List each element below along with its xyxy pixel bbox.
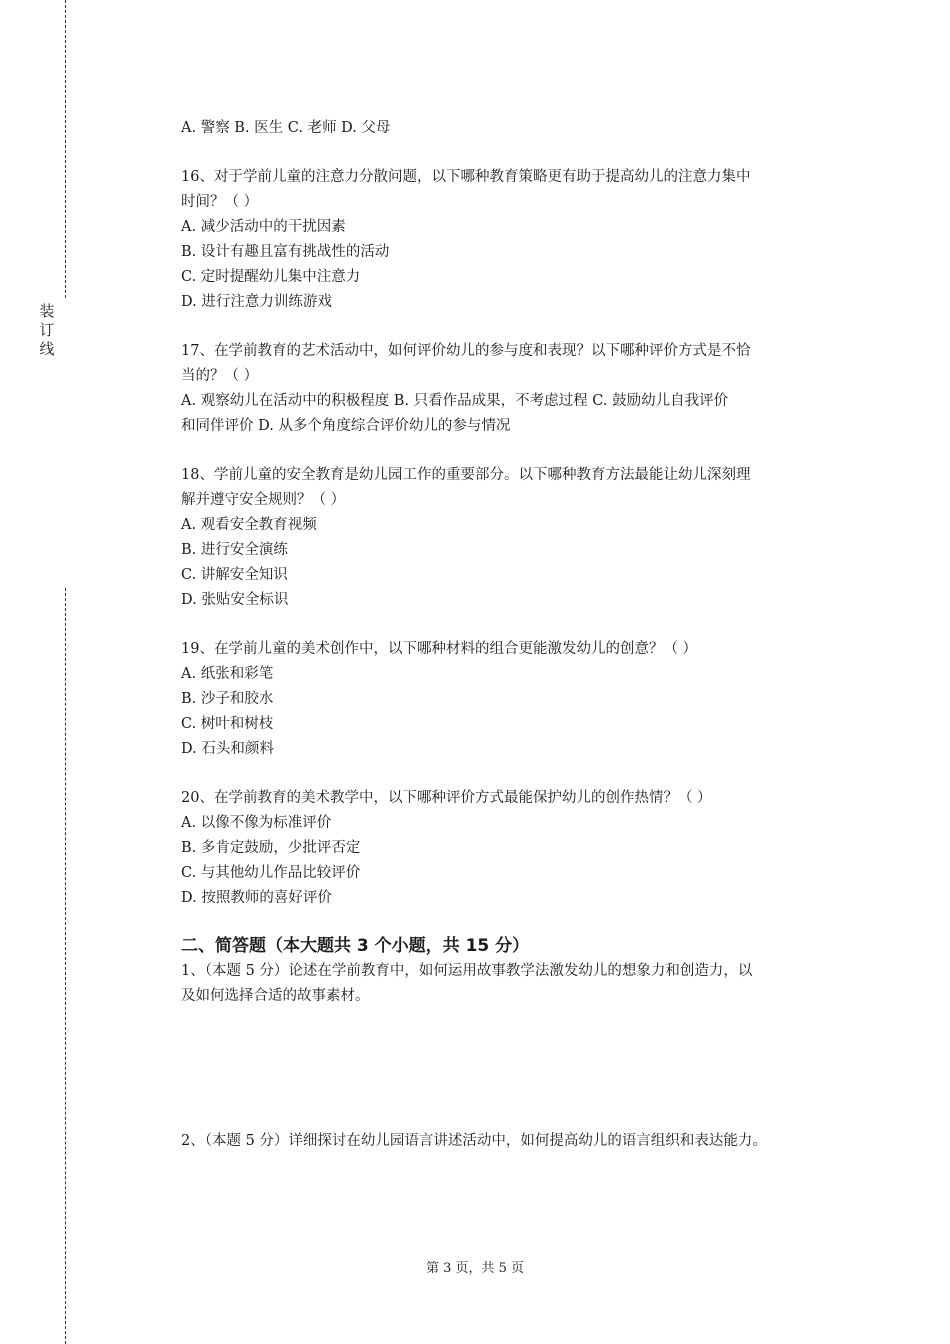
binding-label: 装 订 线	[39, 302, 55, 358]
short-answer-question-1	[181, 959, 853, 1009]
option-b: B. 沙子和胶水	[181, 691, 274, 707]
option-c: C. 讲解安全知识	[181, 567, 288, 583]
question-options: A. 观察幼儿在活动中的积极程度 B. 只看作品成果，不考虑过程 C. 鼓励幼儿自我评价	[181, 393, 729, 409]
option-a: A. 减少活动中的干扰因素	[181, 219, 346, 235]
question-18	[181, 463, 853, 613]
question-stem: 时间？（ ）	[181, 194, 259, 210]
option-a: A. 纸张和彩笔	[181, 666, 274, 682]
question-15	[181, 116, 853, 141]
question-stem: 解并遵守安全规则？（ ）	[181, 492, 346, 508]
option-d: D. 进行注意力训练游戏	[181, 294, 332, 310]
question-17	[181, 339, 853, 439]
question-stem: 20、在学前教育的美术教学中，以下哪种评价方式最能保护幼儿的创作热情？（ ）	[181, 790, 712, 806]
question-stem: 16、对于学前儿童的注意力分散问题，以下哪种教育策略更有助于提高幼儿的注意力集中	[181, 169, 751, 185]
short-answer-question-2	[181, 1129, 853, 1154]
question-stem: 18、学前儿童的安全教育是幼儿园工作的重要部分。以下哪种教育方法最能让幼儿深刻理	[181, 467, 751, 483]
question-16	[181, 165, 853, 315]
option-a: A. 观看安全教育视频	[181, 517, 317, 533]
question-options: 和同伴评价 D. 从多个角度综合评价幼儿的参与情况	[181, 418, 511, 434]
option-d: D. 张贴安全标识	[181, 592, 289, 608]
question-stem: 当的？（ ）	[181, 368, 259, 384]
exam-content	[181, 116, 853, 1154]
binding-line-top	[65, 0, 66, 298]
answer-space	[181, 1009, 853, 1129]
option-d: D. 石头和颜料	[181, 741, 274, 757]
option-c: C. 树叶和树枝	[181, 716, 274, 732]
question-15-options: A. 警察 B. 医生 C. 老师 D. 父母	[181, 120, 391, 136]
question-stem: 1、（本题 5 分）论述在学前教育中，如何运用故事教学法激发幼儿的想象力和创造力，以	[181, 963, 753, 979]
question-stem: 及如何选择合适的故事素材。	[181, 988, 370, 1004]
option-c: C. 与其他幼儿作品比较评价	[181, 865, 361, 881]
question-stem: 19、在学前儿童的美术创作中，以下哪种材料的组合更能激发幼儿的创意？（ ）	[181, 641, 698, 657]
question-19	[181, 637, 853, 762]
question-20	[181, 786, 853, 911]
option-b: B. 多肯定鼓励，少批评否定	[181, 840, 361, 856]
option-a: A. 以像不像为标准评价	[181, 815, 332, 831]
question-stem: 2、（本题 5 分）详细探讨在幼儿园语言讲述活动中，如何提高幼儿的语言组织和表达能力。	[181, 1133, 767, 1149]
binding-line-bottom	[65, 588, 66, 1344]
page-footer: 第 3 页，共 5 页	[425, 1261, 525, 1276]
option-b: B. 设计有趣且富有挑战性的活动	[181, 244, 390, 260]
option-b: B. 进行安全演练	[181, 542, 288, 558]
option-d: D. 按照教师的喜好评价	[181, 890, 332, 906]
option-c: C. 定时提醒幼儿集中注意力	[181, 269, 361, 285]
question-stem: 17、在学前教育的艺术活动中，如何评价幼儿的参与度和表现？以下哪种评价方式是不恰	[181, 343, 751, 359]
section-title-short-answer: 二、简答题（本大题共 3 个小题，共 15 分）	[181, 936, 530, 956]
